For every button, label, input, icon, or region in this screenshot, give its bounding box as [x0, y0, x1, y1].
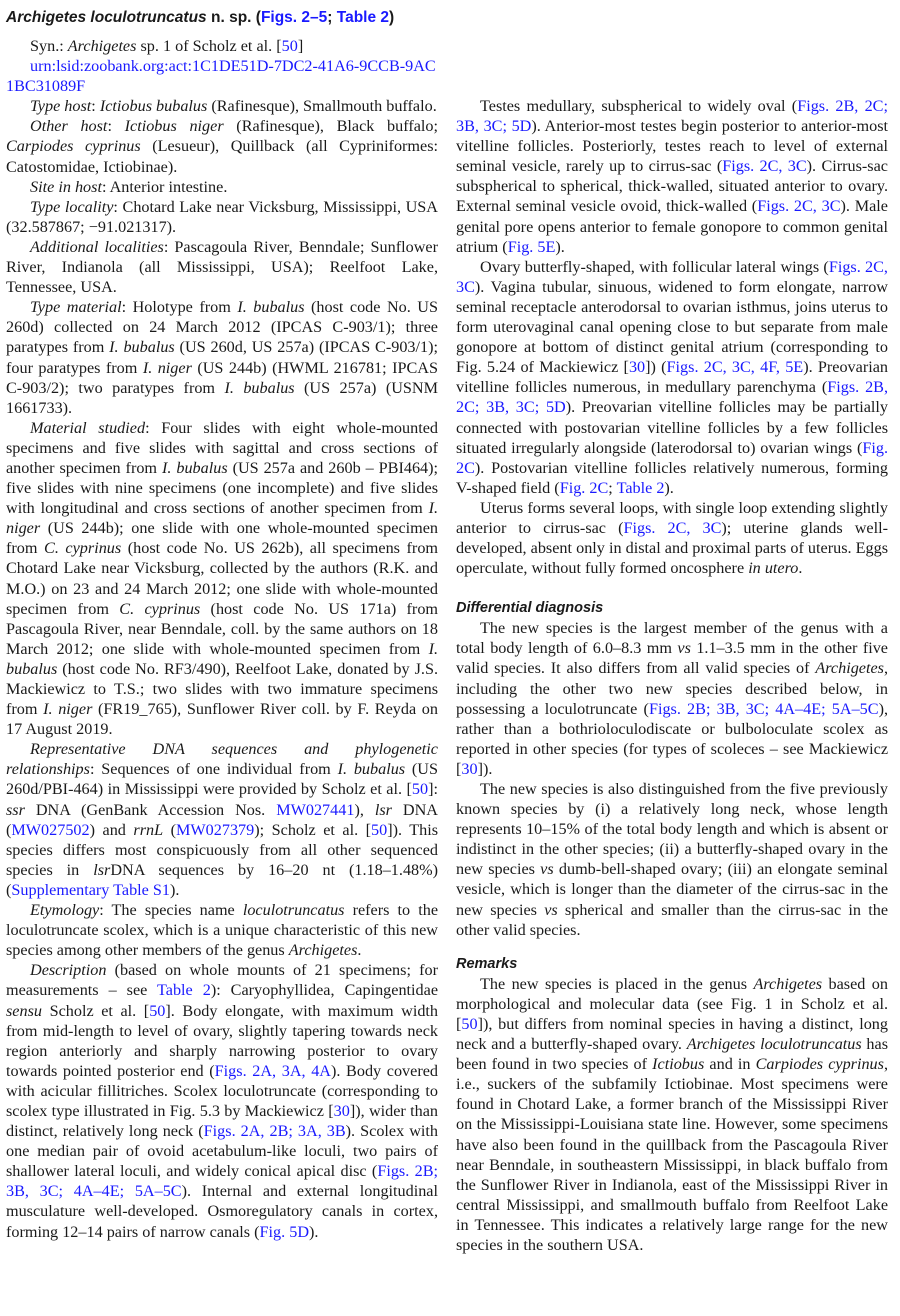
material-studied-paragraph: Material studied: Four slides with eight whole-mounted specimens and five slides with sagittal and cross sections of another specimen from I. bubalus (US 257a and 260b – PBI464); five slides with nine specimens (one incomplete) and five slides with longitudinal and cross sections of another specimen from I. niger (US 244b); one slide with one whole-mounted specimen from C. cyprinus (host code No. US 262b), all specimens from Chotard Lake near Vicksburg, collected by the authors (R.K. and M.O.) on 23 and 24 March 2012; one slide with whole-mounted specimen from C. cyprinus (host code No. US 171a) from Pascagoula River, near Benndale, coll. by the same authors on 18 March 2012; one slide with whole-mounted specimen from I. bubalus (host code No. RF3/490), Reelfoot Lake, donated by J.S. Mackiewicz to T.S.; two slides with two immature specimens from I. niger (FR19_765), Sunflower River coll. by F. Reyda on 17 August 2019. [6, 418, 439, 739]
genbank-mw027502-link[interactable]: MW027502 [11, 820, 90, 839]
remarks-paragraph: The new species is placed in the genus Archigetes based on morphological and molecular data (see Fig. 1 in Scholz et al. [50]), but differs from nominal species in having a distinct, long neck and a butterfly-shaped ovary. Archigetes loculotruncatus has been found in two species of Ictiobus and in Carpiodes cyprinus, i.e., suckers of the subfamily Ictiobinae. Most specimens were found in Chotard Lake, a former branch of the Mississippi River on the Mississippi-Louisiana state line. However, some specimens have also been found in the quillback from the Pascagoula River near Benndale, in southeastern Mississippi, in black buffalo from the Sunflower River in Indianola, east of the Mississippi River in central Mississippi, and smallmouth buffalo from Reelfoot Lake in Tennessee. This indicates a relatively large range for the new species in the southern USA. [456, 974, 889, 1254]
ref-50-link[interactable]: 50 [281, 37, 298, 55]
ovary-paragraph: Ovary butterfly-shaped, with follicular lateral wings (Figs. 2C, 3C). Vagina tubular, sinuous, widened to form elongate, narrow seminal receptacle anterodorsal to ovarian isthmus, joins uterus to form uterovaginal canal opening close to but separate from male gonopore at bottom of distinct genital atrium (corresponding to Fig. 5.24 of Mackiewicz [30]) (Figs. 2C, 3C, 4F, 5E). Preovarian vitelline follicles numerous, in medullary parenchyma (Figs. 2B, 2C; 3B, 3C; 5D). Preovarian vitelline follicles may be partially connected with postovarian vitelline follicles by a few follicles situated irregularly alongside (laterodorsal to) ovarian wings (Fig. 2C). Postovarian vitelline follicles relatively numerous, forming V-shaped field (Fig. 2C; Table 2). [456, 257, 889, 497]
figure-link[interactable]: Figs. 2C, 3C [722, 157, 807, 176]
differential-diagnosis-heading: Differential diagnosis [456, 600, 604, 617]
figure-link[interactable]: Fig. 5D [259, 1222, 310, 1241]
type-material-paragraph: Type material: Holotype from I. bubalus (host code No. US 260d) collected on 24 March 2012 (IPCAS C-903/1); three paratypes from I. bubalus (US 260d, US 257a) (IPCAS C-903/1); four paratypes from I. niger (US 244b) (HWML 216781; IPCAS C-903/2); two paratypes from I. bubalus (US 257a) (USNM 1661733). [6, 298, 439, 417]
etymology-paragraph: Etymology: The species name loculotruncatus refers to the loculotruncate scolex, which is a unique characteristic of this new species among other members of the genus Archigetes. [6, 901, 438, 960]
ref-30-link[interactable]: 30 [333, 1101, 350, 1120]
table-2-link[interactable]: Table 2 [157, 981, 211, 1000]
figure-link[interactable]: Figs. 2B, 2C; 3B, 3C; 5D [456, 378, 889, 417]
ref-30-link[interactable]: 30 [628, 358, 646, 377]
figure-link[interactable]: Figs. 2B; 3B, 3C; 4A–4E; 5A–5C [648, 699, 879, 718]
species-name: Archigetes loculotruncatus [6, 9, 207, 26]
dna-sequences-paragraph: Representative DNA sequences and phylogenetic relationships: Sequences of one individual from I. bubalus (US 260d/PBI-464) in Mississippi were provided by Scholz et al. [50]: ssr DNA (GenBank Accession Nos. MW027441), lsr DNA (MW027502) and rrnL (MW027379); Scholz et al. [50]). This species differs most conspicuously from all other sequenced species in lsrDNA sequences by 16–20 nt (1.18–1.48%) (Supplementary Table S1). [6, 740, 439, 899]
site-in-host-paragraph: Site in host: Anterior intestine. [30, 177, 228, 196]
other-host-paragraph: Other host: Ictiobus niger (Rafinesque), Black buffalo; Carpiodes cyprinus (Lesueur), Quillback (all Cypriniformes: Catostomidae, Ictiobinae). [6, 117, 439, 176]
ref-50-link[interactable]: 50 [461, 1014, 478, 1033]
figure-link[interactable]: Figs. 2C, 3C [623, 518, 722, 537]
ref-30-link[interactable]: 30 [461, 759, 478, 778]
figure-link[interactable]: Figs. 2C, 3C [456, 257, 888, 296]
figure-link[interactable]: Figs. 2B, 2C; 3B, 3C; 5D [456, 97, 888, 136]
remarks-heading: Remarks [456, 955, 518, 972]
figure-link[interactable]: Fig. 2C [559, 478, 609, 497]
type-host-paragraph: Type host: Ictiobus bubalus (Rafinesque), Smallmouth buffalo. [30, 97, 437, 116]
figure-link[interactable]: Fig. 5E [507, 237, 556, 256]
figure-link[interactable]: Figs. 2B; 3B, 3C; 4A–4E; 5A–5C [6, 1162, 438, 1201]
figure-link[interactable]: Fig. 2C [456, 438, 888, 477]
uterus-paragraph: Uterus forms several loops, with single loop extending slightly anterior to cirrus-sac (Figs. 2C, 3C); uterine glands well-developed, absent only in distal and proximal parts of uterus. Eggs operculate, without fully formed oncosphere in utero. [456, 498, 888, 578]
table-2-link[interactable]: Table 2 [336, 9, 390, 26]
synonym-paragraph: Syn.: Archigetes sp. 1 of Scholz et al. [50] [30, 37, 304, 55]
genbank-mw027441-link[interactable]: MW027441 [276, 800, 355, 819]
differential-diagnosis-paragraph-1: The new species is the largest member of the genus with a total body length of 6.0–8.3 mm vs 1.1–3.5 mm in the other five valid species. It also differs from all valid species of Archigetes, including the other two new species described below, in possessing a loculotruncate (Figs. 2B; 3B, 3C; 4A–4E; 5A–5C), rather than a bothrioloculodiscate or bulboloculate scolex as reported in other species (for types of scoleces – see Mackiewicz [30]). [456, 619, 889, 778]
figure-link[interactable]: Figs. 2A, 2B; 3A, 3B [203, 1122, 346, 1141]
type-locality-paragraph: Type locality: Chotard Lake near Vicksburg, Mississippi, USA (32.587867; −91.021317). [6, 197, 439, 236]
additional-localities-paragraph: Additional localities: Pascagoula River, Benndale; Sunflower River, Indianola (all Mississippi, USA); Reelfoot Lake, Tennessee, USA. [6, 237, 438, 297]
ref-50-link[interactable]: 50 [149, 1001, 166, 1020]
description-paragraph: Description (based on whole mounts of 21 specimens; for measurements – see Table 2): Caryophyllidea, Capingentidae sensu Scholz et al. [50]. Body elongate, with maximum width from mid-length to level of ovary, slightly tapering towards neck region anteriorly and sharply narrowing posterior to ovary towards pointed posterior end (Figs. 2A, 3A, 4A). Body covered with acicular fillitriches. Scolex loculotruncate (corresponding to scolex type illustrated in Fig. 5.3 by Mackiewicz [30]), wider than distinct, relatively long neck (Figs. 2A, 2B; 3A, 3B). Scolex with one median pair of ovoid acetabulum-like loculi, two pairs of shallower lateral loculi, and widely conical apical disc (Figs. 2B; 3B, 3C; 4A–4E; 5A–5C). Internal and external longitudinal musculature well-developed. Osmoregulatory canals in cortex, forming 12–14 pairs of narrow canals (Fig. 5D). [6, 961, 439, 1241]
figure-link[interactable]: Figs. 2C, 3C, 4F, 5E [666, 358, 804, 377]
species-heading: Archigetes loculotruncatus n. sp. (Figs. 2–5; Table 2) [6, 9, 395, 26]
left-column [6, 36, 438, 1242]
ref-50-link[interactable]: 50 [411, 780, 429, 799]
supplementary-table-s1-link[interactable]: Supplementary Table S1 [11, 880, 171, 899]
figure-link[interactable]: Figs. 2C, 3C [757, 197, 841, 216]
figs-2-5-link[interactable]: Figs. 2–5 [260, 9, 328, 26]
right-column [456, 96, 888, 1255]
table-2-link[interactable]: Table 2 [616, 478, 665, 497]
ref-50-link[interactable]: 50 [371, 820, 388, 839]
zoobank-lsid [6, 56, 438, 96]
zoobank-lsid-link[interactable]: urn:lsid:zoobank.org:act:1C1DE51D-7DC2-41A6-9CCB-9AC1BC31089F [6, 57, 436, 96]
testes-paragraph: Testes medullary, subspherical to widely oval (Figs. 2B, 2C; 3B, 3C; 5D). Anterior-most testes begin posterior to anterior-most vitelline follicles. Posteriorly, testes reach to level of external seminal vesicle, rarely up to cirrus-sac (Figs. 2C, 3C). Cirrus-sac subspherical to spherical, thick-walled, situated anterior to ovary. External seminal vesicle ovoid, thick-walled (Figs. 2C, 3C). Male genital pore opens anterior to female gonopore to common genital atrium (Fig. 5E). [456, 97, 888, 256]
differential-diagnosis-paragraph-2: The new species is also distinguished from the five previously known species by (i) a relatively long neck, whose length represents 10–15% of the total body length and which is absent or indistinct in the other species; (ii) a butterfly-shaped ovary in the new species vs dumb-bell-shaped ovary; (iii) an elongate seminal vesicle, which is longer than the diameter of the cirrus-sac in the new species vs spherical and smaller than the cirrus-sac in the other valid species. [456, 780, 888, 939]
genbank-mw027379-link[interactable]: MW027379 [176, 820, 255, 839]
figure-link[interactable]: Figs. 2A, 3A, 4A [214, 1061, 331, 1080]
